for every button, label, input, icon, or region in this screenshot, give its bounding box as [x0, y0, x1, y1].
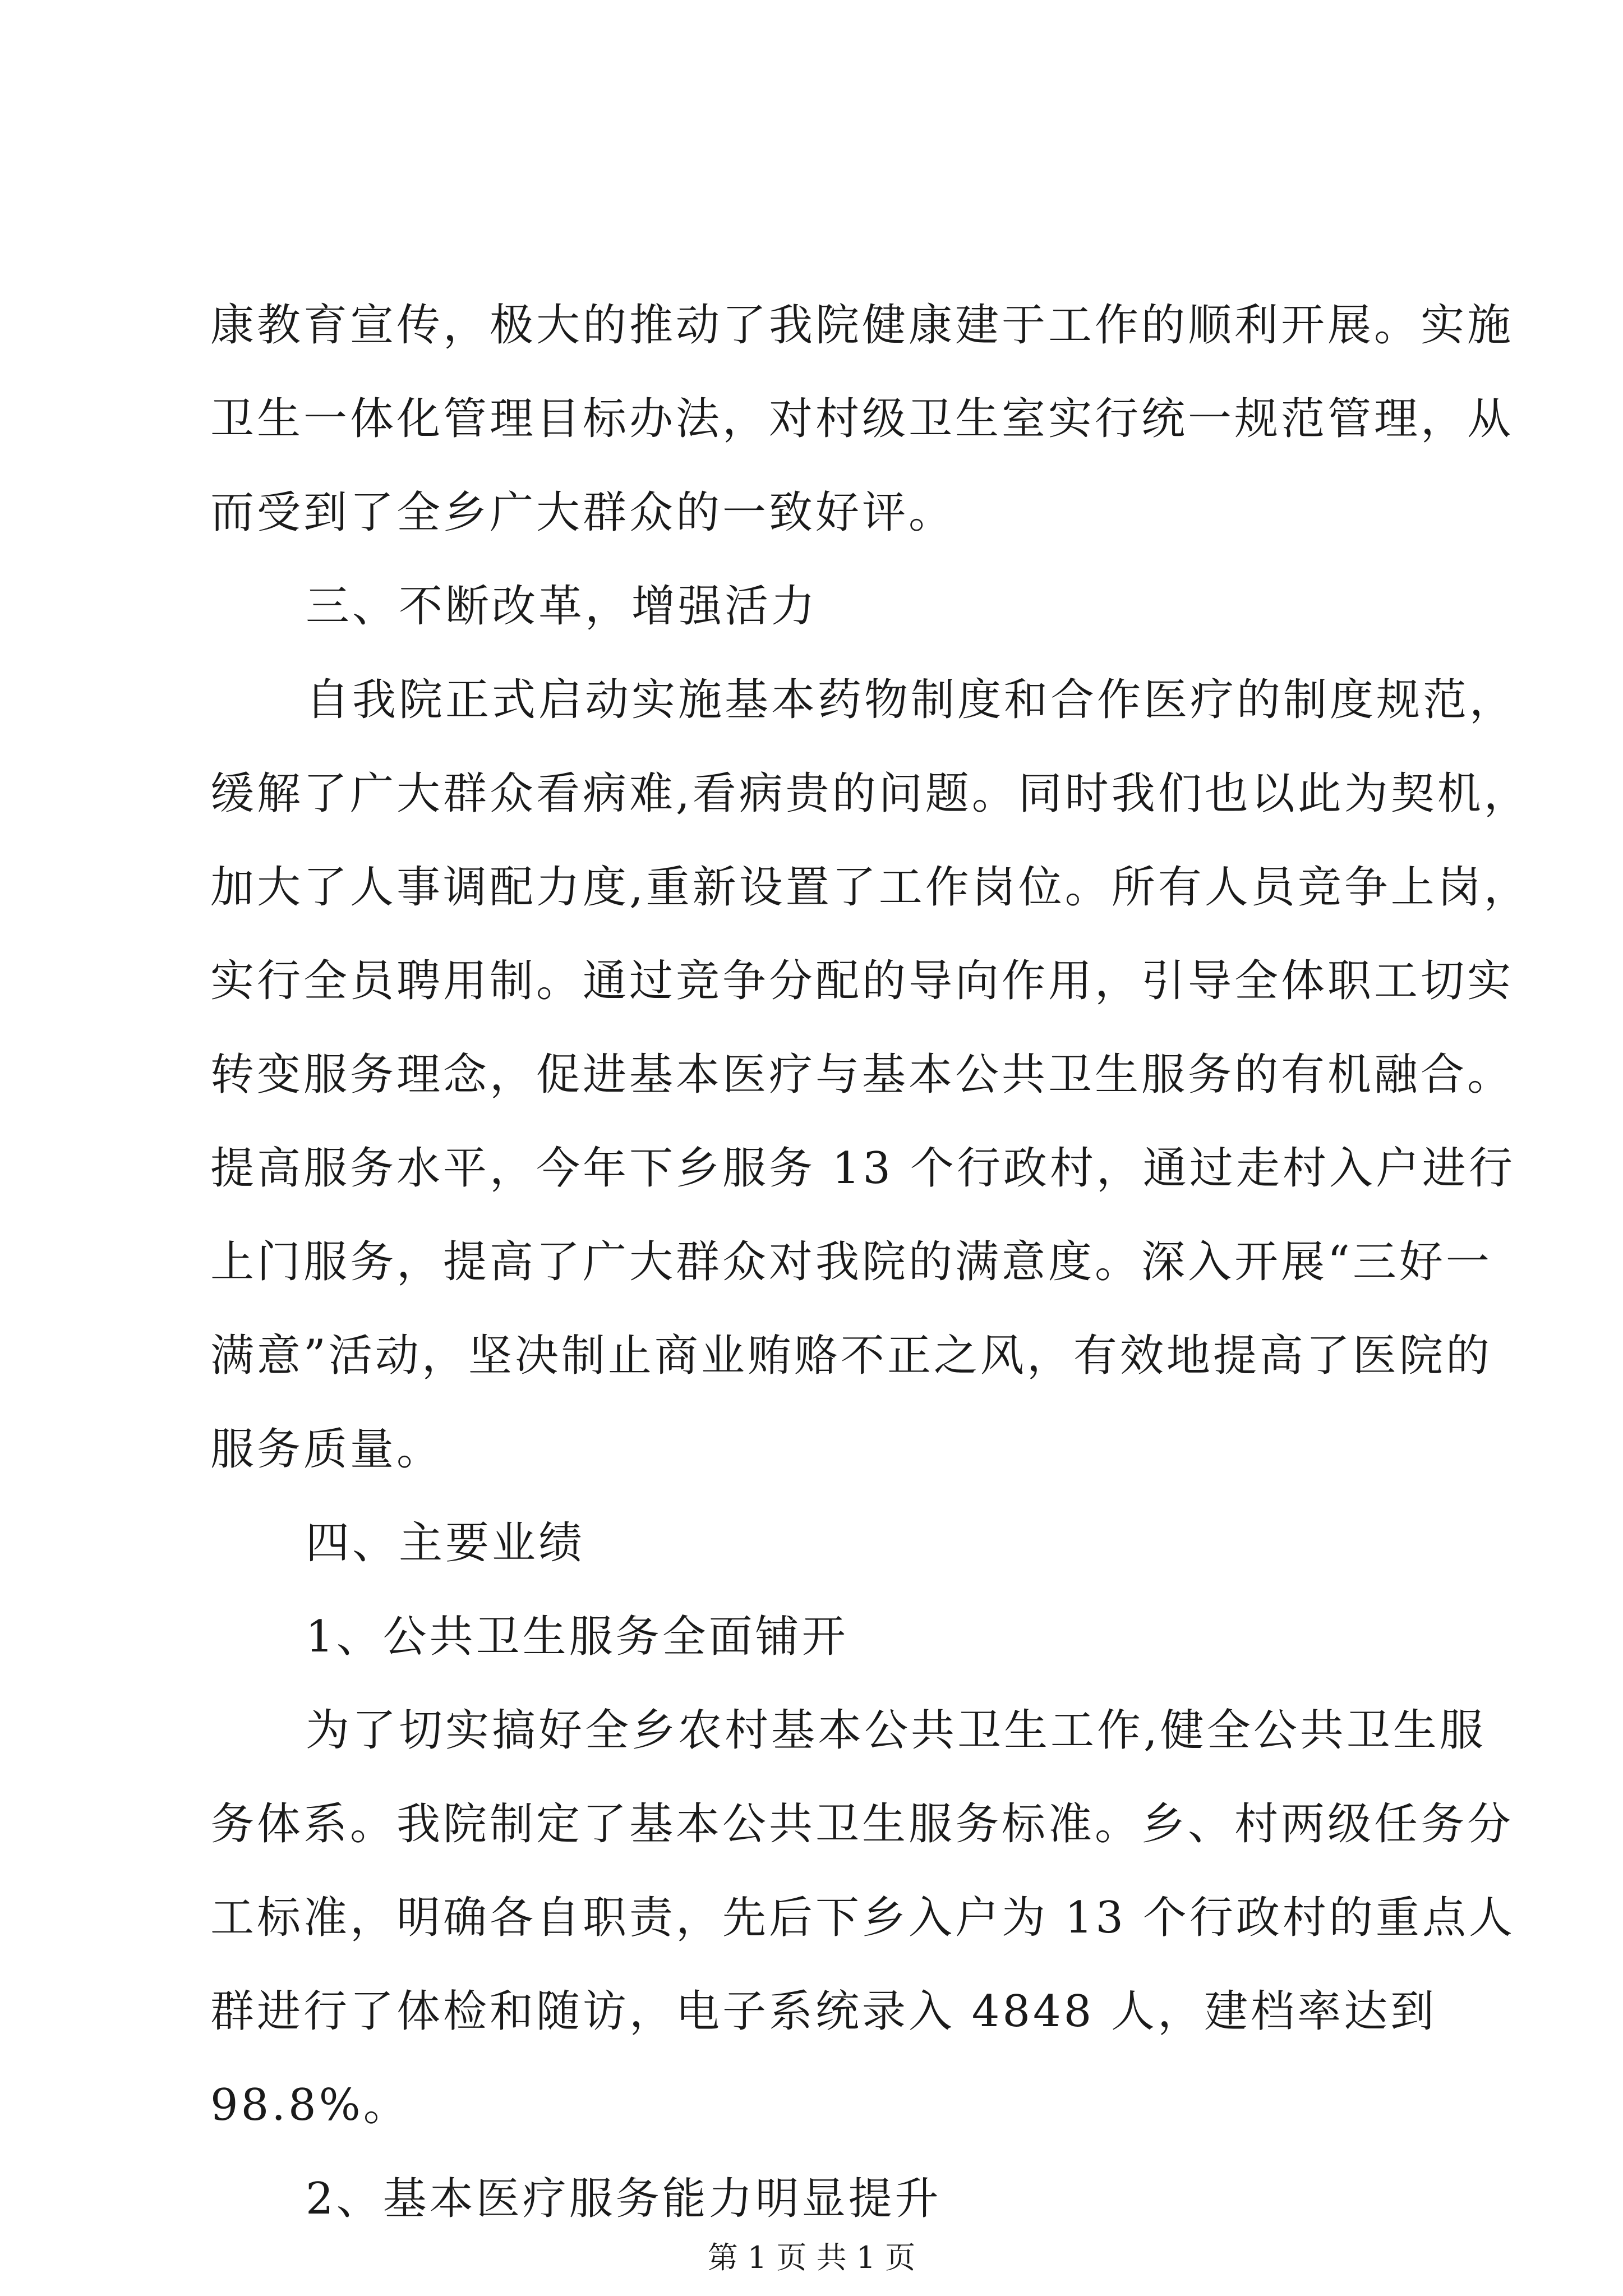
body-text-line: 实行全员聘用制。通过竞争分配的导向作用，引导全体职工切实: [210, 956, 1514, 1006]
subsection-heading: 2、基本医疗服务能力明显提升: [306, 2174, 942, 2224]
section-heading: 三、不断改革，增强活力: [306, 581, 818, 632]
body-text-line: 工标准，明确各自职责，先后下乡入户为 13 个行政村的重点人: [210, 1893, 1515, 1943]
body-text-line: 卫生一体化管理目标办法，对村级卫生室实行统一规范管理，从: [210, 394, 1514, 444]
subsection-heading: 1、公共卫生服务全面铺开: [306, 1612, 849, 1662]
body-text-line: 务体系。我院制定了基本公共卫生服务标准。乡、村两级任务分: [210, 1799, 1514, 1849]
page-footer: 第 1 页 共 1 页: [707, 2240, 916, 2275]
body-text-line: 为了切实搞好全乡农村基本公共卫生工作,健全公共卫生服: [306, 1705, 1486, 1756]
body-text-line: 98.8%。: [210, 2080, 410, 2131]
body-text-line: 提高服务水平，今年下乡服务 13 个行政村，通过走村入户进行: [210, 1143, 1515, 1194]
body-text-line: 康教育宣传，极大的推动了我院健康建于工作的顺利开展。实施: [210, 300, 1514, 351]
body-text-line: 而受到了全乡广大群众的一致好评。: [210, 487, 956, 538]
body-text-line: 自我院正式启动实施基本药物制度和合作医疗的制度规范，: [306, 675, 1516, 725]
section-heading: 四、主要业绩: [306, 1518, 585, 1568]
body-text-line: 转变服务理念，促进基本医疗与基本公共卫生服务的有机融合。: [210, 1050, 1514, 1100]
body-text-line: 缓解了广大群众看病难,看病贵的问题。同时我们也以此为契机，: [210, 769, 1530, 819]
body-text-line: 上门服务，提高了广大群众对我院的满意度。深入开展“三好一: [210, 1237, 1492, 1287]
body-text-line: 满意”活动，坚决制止商业贿赂不正之风，有效地提高了医院的: [210, 1331, 1492, 1381]
body-text-line: 群进行了体检和随访，电子系统录入 4848 人，建档率达到: [210, 1986, 1437, 2037]
body-text-line: 加大了人事调配力度,重新设置了工作岗位。所有人员竞争上岗，: [210, 862, 1530, 913]
body-text-line: 服务质量。: [210, 1424, 444, 1475]
